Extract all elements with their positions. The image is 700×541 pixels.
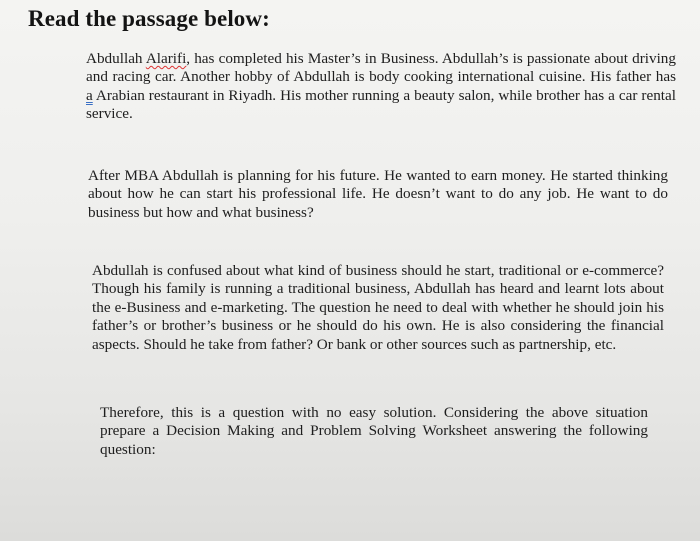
page-heading: Read the passage below: <box>28 6 270 31</box>
paragraph-3: Abdullah is confused about what kind of business should he start, traditional or e-commerce? Though his family is running a traditional business, Abdullah has heard and learnt lots about the e-Business and e-marketing. The question he need to deal with whether he should join his father’s or brother’s business or he should do his own. He is also considering the financial aspects. Should he take from father? Or bank or other sources such as partnership, etc. <box>92 262 664 353</box>
paragraph-1 <box>86 50 676 124</box>
paragraph-4: Therefore, this is a question with no easy solution. Considering the above situation prepare a Decision Making and Problem Solving Worksheet answering the following question: <box>100 404 648 458</box>
grammar-flagged-article: a <box>86 86 93 104</box>
p1-pre: Abdullah <box>86 50 146 67</box>
spellcheck-flagged-word: Alarifi <box>145 50 187 67</box>
paragraph-2: After MBA Abdullah is planning for his future. He wanted to earn money. He started thinking about how he can start his professional life. He doesn’t want to do any job. He want to do business but how and what business? <box>88 167 668 221</box>
p1-mid: , has completed his Master’s in Business. Abdullah’s is passionate about driving and racing car. Another hobby of Abdullah is body cooking international cuisine. His father has <box>86 50 676 86</box>
p1-post: Arabian restaurant in Riyadh. His mother running a beauty salon, while brother has a car rental service. <box>86 86 676 123</box>
